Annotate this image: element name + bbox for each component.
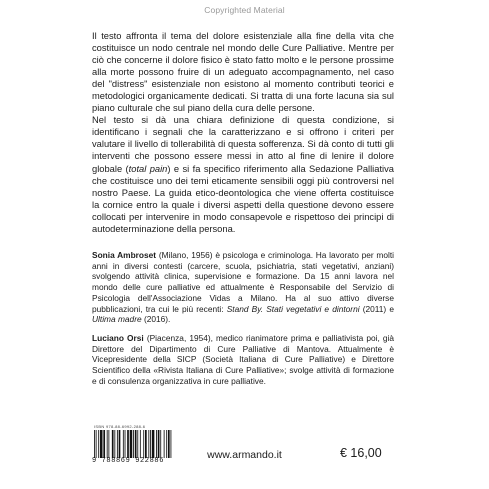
description-paragraph-2-part-b: ) e si fa specifico riferimento alla Sedazione Palliativa che costituisce uno dei temi eticamente sensibili oggi più controversi nel nostro Paese. La guida etico-deontologica che viene offerta costituisce la cornice entro la quale i diversi aspetti della questione devono essere collocati per intervenire in modo consapevole e rispettoso dei principi di autodeterminazione della persona.	[92, 163, 394, 234]
bio-orsi-text: (Piacenza, 1954), medico rianimatore prima e palliativista poi, già Direttore del Dipartimento di Cure Palliative di Mantova. Attualmente è Vicepresidente della SICP (Società Italiana di Cure Palliative) e Direttore Scientifico della «Rivista Italiana di Cure Palliative»; svolge attività di formazione e di consulenza organizzativa in cure palliative.	[92, 332, 395, 386]
bio-ambroset-text-a: (Milano, 1956) è psicologa e criminologa. Ha lavorato per molti anni in diversi contesti (carcere, scuola, psichiatria, stati vegetativi, anziani) svolgendo attività clinica, supervisione e formazione. Da 15 anni lavora nel mondo delle cure palliative ed attualmente è Responsabile del Servizio di Psicologia dell'Associazione Vidas a Milano. Ha al suo attivo diverse pubblicazioni, tra cui le più recenti:	[92, 250, 394, 314]
book-description	[92, 30, 394, 235]
description-paragraph-1: Il testo affronta il tema del dolore esistenziale alla fine della vita che costituisce un nodo centrale nel mondo delle Cure Palliative. Mentre per ciò che concerne il dolore fisico è stato fatto molto e le persone prossime alla morte possono fruire di un adeguato accompagnamento, nel caso del "distress" esistenziale non esistono al momento contributi teorici e metodologici organicamente dedicati. Si tratta di una forte lacuna sia sul piano culturale che sul piano della cura delle persone.	[92, 31, 394, 114]
description-paragraph-2-part-a: Nel testo si dà una chiara definizione di questa condizione, si identificano i segnali che la caratterizzano e si offrono i criteri per valutare il livello di tollerabilità di questa sofferenza. Si dà conto di tutti gli interventi che possono essere messi in atto al fine di lenire il dolore globale (	[92, 115, 394, 174]
bio-ambroset-text-b: (2011) e	[359, 303, 394, 314]
description-paragraph-2	[92, 114, 394, 234]
barcode-number: 9 788869 922886	[92, 457, 165, 465]
isbn-label: ISBN 978-88-6992-288-6	[94, 424, 146, 429]
author-bio-ambroset	[92, 250, 394, 325]
publisher-website: www.armando.it	[207, 449, 282, 461]
book-title-ultima-madre: Ultima madre	[92, 314, 142, 325]
book-price: € 16,00	[340, 446, 382, 460]
book-title-stand-by: Stand By. Stati vegetativi e dintorni	[226, 303, 360, 314]
author-name-orsi: Luciano Orsi	[92, 332, 144, 343]
bio-ambroset-text-c: (2016).	[141, 314, 171, 325]
author-bios	[92, 250, 394, 394]
author-name-ambroset: Sonia Ambroset	[92, 250, 157, 260]
copyright-watermark: Copyrighted Material	[204, 5, 285, 15]
author-bio-orsi	[92, 333, 394, 387]
total-pain-term: total pain	[128, 163, 168, 174]
